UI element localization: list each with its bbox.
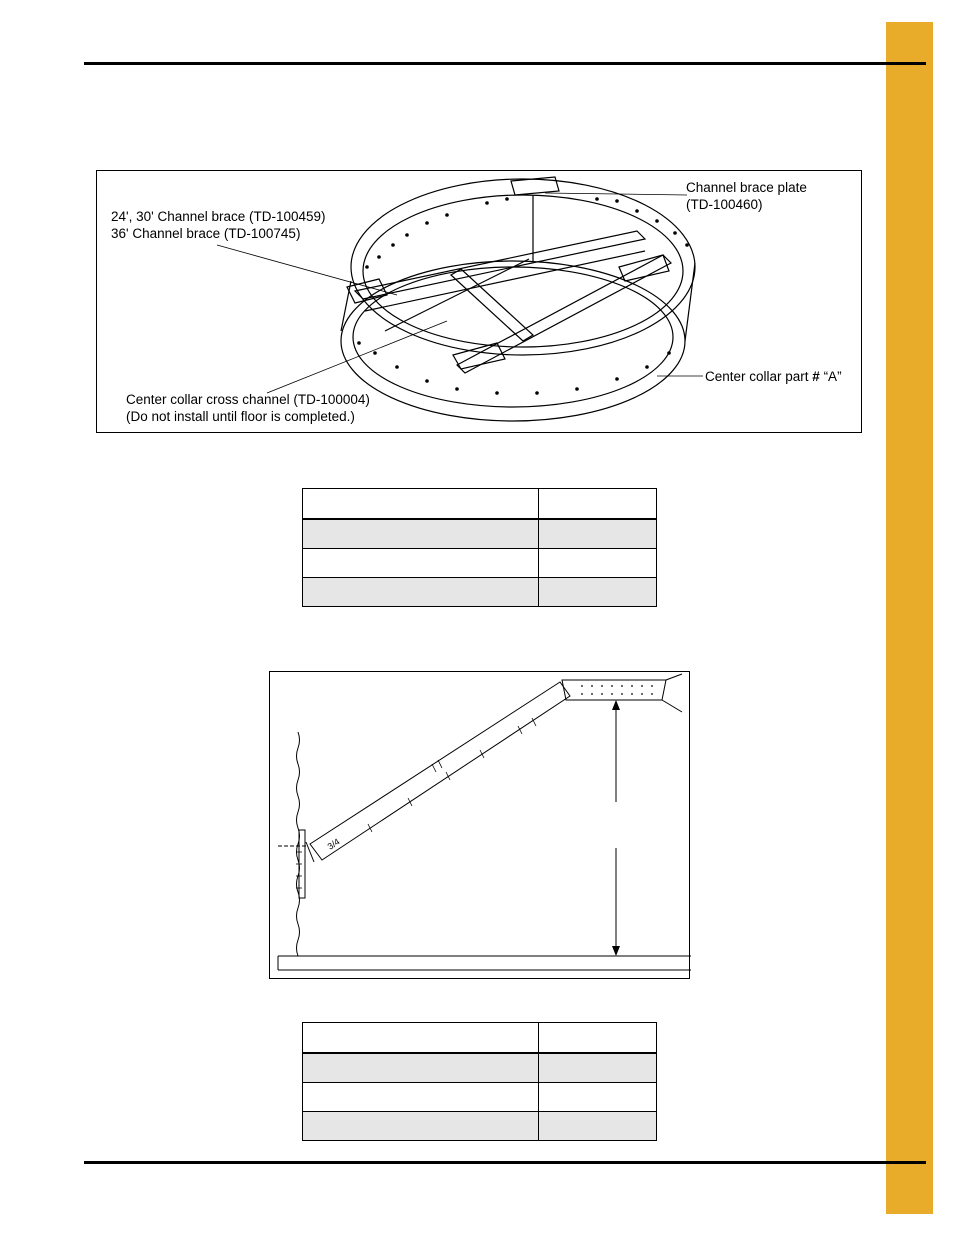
channel-brace-label-line1: 24', 30' Channel brace (TD-100459) — [111, 209, 326, 224]
brace-height-figure — [269, 671, 690, 979]
table-cell — [539, 1053, 657, 1083]
table-row — [303, 1053, 657, 1083]
cross-channel-label-line1: Center collar cross channel (TD-100004) — [126, 392, 370, 407]
table-cell — [539, 489, 657, 520]
table-cell — [539, 578, 657, 607]
table-cell — [539, 1112, 657, 1141]
table-cell — [303, 1023, 539, 1054]
brace-plate-label-line2: (TD-100460) — [686, 197, 763, 212]
table-cell — [303, 1083, 539, 1112]
table-row — [303, 489, 657, 520]
table-row — [303, 1083, 657, 1112]
table-cell — [303, 519, 539, 549]
table-cell — [303, 489, 539, 520]
collar-part-label-suffix: “A” — [819, 369, 842, 384]
channel-brace-label — [111, 208, 326, 242]
header-rule — [84, 62, 926, 65]
table-row — [303, 549, 657, 578]
specification-table-1 — [302, 488, 657, 607]
weld-symbol: 3/4 — [325, 836, 342, 852]
table-cell — [303, 549, 539, 578]
cross-channel-label-line2: (Do not install until floor is completed.) — [126, 409, 355, 424]
collar-part-label — [705, 368, 842, 385]
table-cell — [303, 578, 539, 607]
table-row — [303, 1023, 657, 1054]
cross-channel-label — [126, 391, 370, 425]
table-cell — [539, 1083, 657, 1112]
channel-brace-label-line2: 36' Channel brace (TD-100745) — [111, 226, 301, 241]
table-row — [303, 519, 657, 549]
table-cell — [303, 1053, 539, 1083]
brace-height-drawing — [270, 672, 691, 980]
table-row — [303, 578, 657, 607]
table-cell — [303, 1112, 539, 1141]
brace-plate-label — [686, 179, 807, 213]
collar-part-label-hash: # — [812, 369, 820, 384]
footer-rule — [84, 1161, 926, 1164]
center-collar-figure — [96, 170, 862, 433]
brace-plate-label-line1: Channel brace plate — [686, 180, 807, 195]
table-cell — [539, 1023, 657, 1054]
section-tab — [886, 22, 933, 1214]
table-cell — [539, 549, 657, 578]
table-cell — [539, 519, 657, 549]
collar-part-label-prefix: Center collar part — [705, 369, 813, 384]
specification-table-2 — [302, 1022, 657, 1141]
table-row — [303, 1112, 657, 1141]
